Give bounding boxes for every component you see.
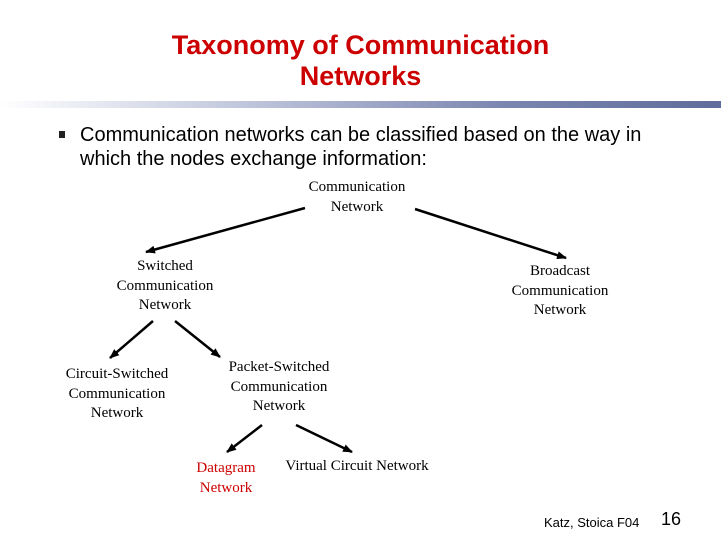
node-line: Communication bbox=[308, 179, 406, 195]
node-line: Communication bbox=[511, 282, 609, 299]
node-line: Network bbox=[252, 398, 306, 414]
node-line: Datagram bbox=[196, 460, 256, 476]
title-line-2: Networks bbox=[299, 61, 422, 91]
node-communication-network bbox=[309, 178, 406, 217]
node-line: Network bbox=[138, 297, 192, 313]
page-number: 16 bbox=[661, 509, 682, 529]
edge-switched-to-circuit bbox=[110, 321, 153, 358]
node-packet-switched-network bbox=[229, 358, 330, 417]
node-line: Broadcast bbox=[530, 263, 590, 279]
node-line: Communication bbox=[230, 378, 328, 395]
node-line: Network bbox=[90, 405, 144, 421]
node-line: Communication bbox=[116, 277, 214, 294]
node-broadcast-network bbox=[512, 262, 609, 321]
node-virtual-circuit-network bbox=[285, 457, 428, 477]
edge-packet-to-virtual-circuit bbox=[296, 425, 352, 452]
edge-packet-to-datagram bbox=[227, 425, 262, 452]
node-circuit-switched-network bbox=[66, 365, 168, 424]
node-line: Virtual Circuit Network bbox=[285, 458, 429, 474]
node-line: Network bbox=[533, 302, 587, 318]
node-line: Packet-Switched bbox=[228, 359, 330, 375]
node-line: Switched bbox=[137, 258, 193, 274]
edge-root-to-broadcast bbox=[415, 209, 566, 258]
node-line: Communication bbox=[68, 385, 166, 402]
node-switched-network bbox=[117, 257, 214, 316]
bullet-text: Communication networks can be classified based on the way in which the nodes exchange information: bbox=[80, 124, 642, 170]
edge-switched-to-packet bbox=[175, 321, 220, 357]
node-line: Network bbox=[199, 479, 253, 496]
edge-root-to-switched bbox=[146, 208, 305, 252]
title-line-1: Taxonomy of Communication bbox=[171, 30, 550, 60]
node-datagram-network bbox=[196, 459, 255, 498]
footer-credit: Katz, Stoica F04 bbox=[544, 515, 640, 530]
node-line: Circuit-Switched bbox=[65, 366, 169, 382]
node-line: Network bbox=[330, 198, 384, 215]
